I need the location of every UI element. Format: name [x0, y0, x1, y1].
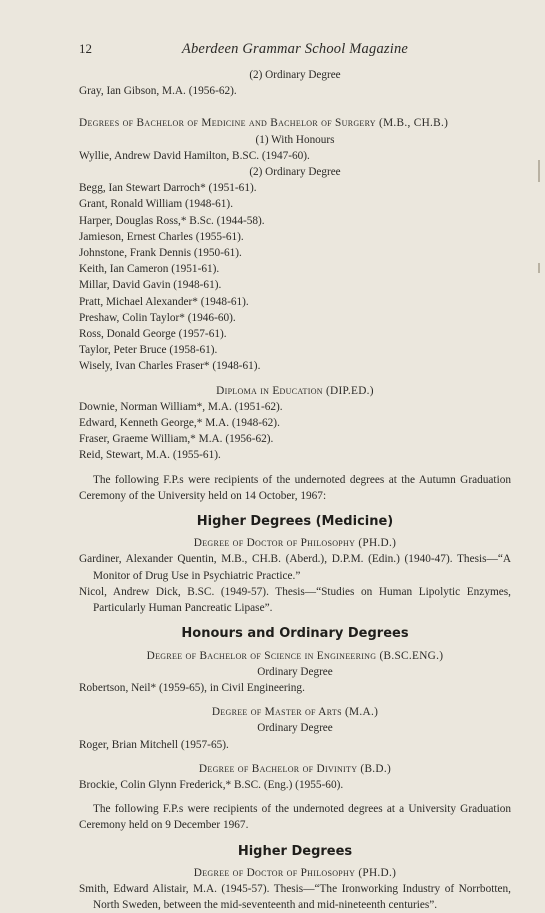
list-item: Brockie, Colin Glynn Frederick,* B.SC. (Eng.) (1955-60).	[79, 778, 344, 791]
section-title: Degrees of Bachelor of Medicine and Bachelor of Surgery (M.B., CH.B.)	[79, 117, 449, 130]
list-item: Reid, Stewart, M.A. (1955-61).	[79, 449, 221, 462]
subsection-heading: Ordinary Degree	[257, 665, 333, 678]
list-item: Begg, Ian Stewart Darroch* (1951-61).	[79, 182, 257, 195]
list-item: Fraser, Graeme William,* M.A. (1956-62).	[79, 433, 274, 446]
paragraph: The following F.P.s were recipients of the undernoted degrees at the Autumn Graduation Ceremony of the University held on 14 October, 1967:	[79, 473, 511, 502]
list-item: Preshaw, Colin Taylor* (1946-60).	[79, 311, 236, 324]
list-item: Wisely, Ivan Charles Fraser* (1948-61).	[79, 360, 261, 373]
list-item: Gray, Ian Gibson, M.A. (1956-62).	[79, 85, 237, 98]
list-item: Jamieson, Ernest Charles (1955-61).	[79, 230, 244, 243]
section-heading: Higher Degrees	[237, 843, 353, 859]
list-item: Taylor, Peter Bruce (1958-61).	[79, 344, 218, 357]
list-item: Roger, Brian Mitchell (1957-65).	[79, 738, 229, 751]
section-title: Degree of Bachelor of Divinity (B.D.)	[198, 762, 392, 775]
list-item: Millar, David Gavin (1948-61).	[79, 279, 222, 292]
scan-mark	[538, 160, 540, 182]
page-number: 12	[79, 41, 92, 56]
page-header	[79, 41, 511, 59]
list-item: Ross, Donald George (1957-61).	[79, 328, 227, 341]
list-item: Nicol, Andrew Dick, B.SC. (1949-57). Thesis—“Studies on Human Lipolytic Enzymes, Particularly Human Pancreatic Lipase”.	[79, 585, 511, 615]
section-title: Degree of Doctor of Philosophy (PH.D.)	[193, 537, 397, 550]
section-title: Degree of Doctor of Philosophy (PH.D.)	[193, 866, 397, 879]
list-item: Pratt, Michael Alexander* (1948-61).	[79, 295, 249, 308]
page-body	[79, 67, 511, 913]
list-item: Edward, Kenneth George,* M.A. (1948-62).	[79, 417, 280, 430]
list-item: Wyllie, Andrew David Hamilton, B.SC. (1947-60).	[79, 149, 310, 162]
list-item: Keith, Ian Cameron (1951-61).	[79, 263, 220, 276]
section-title: Degree of Bachelor of Science in Engineering (B.SC.ENG.)	[146, 649, 444, 662]
subsection-heading: Ordinary Degree	[257, 722, 333, 735]
subsection-heading: (2) Ordinary Degree	[249, 166, 341, 179]
section-title: Diploma in Education (DIP.ED.)	[216, 384, 374, 397]
section-heading: Higher Degrees (Medicine)	[196, 514, 394, 530]
list-item: Smith, Edward Alistair, M.A. (1945-57). Thesis—“The Ironworking Industry of Norrbotten, North Sweden, between the mid-seventeenth and mid-nineteenth centuries”.	[79, 882, 511, 912]
section-title: Degree of Master of Arts (M.A.)	[211, 706, 379, 719]
section-heading: Honours and Ordinary Degrees	[181, 626, 409, 642]
list-item: Gardiner, Alexander Quentin, M.B., CH.B. (Aberd.), D.P.M. (Edin.) (1940-47). Thesis—“A Monitor of Drug Use in Psychiatric Practice.”	[79, 553, 511, 582]
list-item: Harper, Douglas Ross,* B.Sc. (1944-58).	[79, 214, 265, 227]
scan-mark	[538, 263, 540, 273]
list-item: Johnstone, Frank Dennis (1950-61).	[79, 247, 242, 260]
list-item: Downie, Norman William*, M.A. (1951-62).	[79, 400, 283, 413]
list-item: Grant, Ronald William (1948-61).	[79, 198, 234, 211]
journal-title: Aberdeen Grammar School Magazine	[181, 41, 409, 57]
list-item: Robertson, Neil* (1959-65), in Civil Engineering.	[79, 681, 305, 694]
subsection-heading: (1) With Honours	[255, 133, 335, 146]
paragraph: The following F.P.s were recipients of the undernoted degrees at a University Graduation Ceremony held on 9 December 1967.	[79, 803, 511, 832]
subsection-heading: (2) Ordinary Degree	[249, 69, 341, 81]
